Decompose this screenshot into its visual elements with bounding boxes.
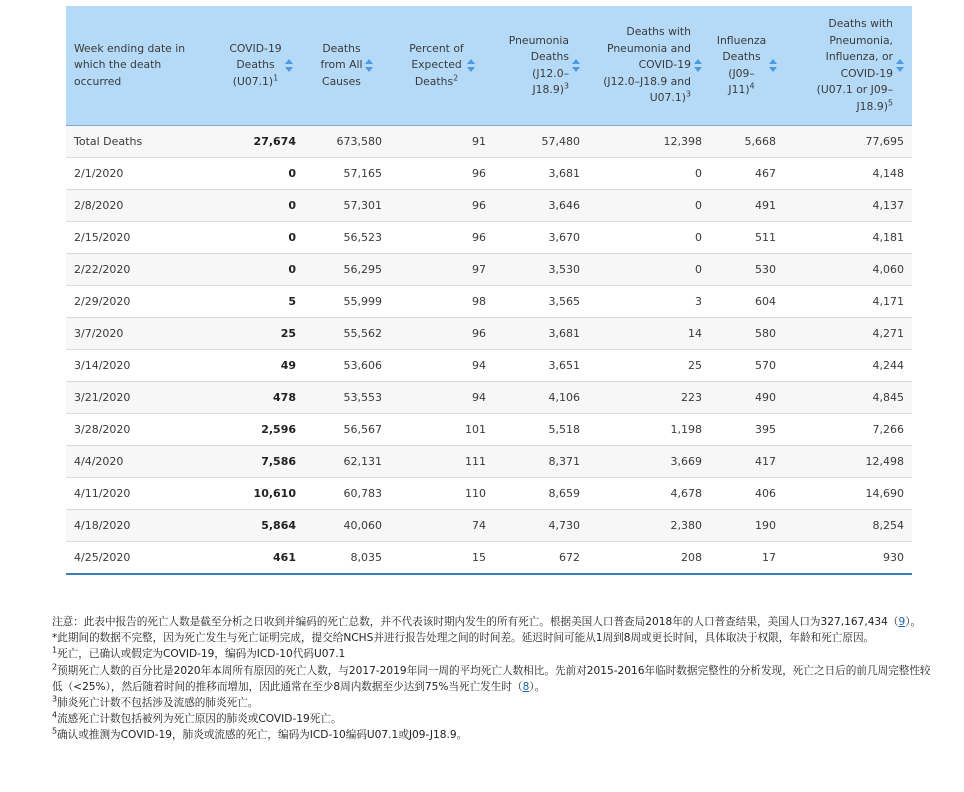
footnote-1: $^1$死亡，已确认或假定为COVID-19，编码为ICD-10代码U07.1	[52, 645, 346, 661]
cell-all-causes-deaths: 56,295	[304, 254, 390, 286]
cell-week-ending: 4/4/2020	[66, 446, 218, 478]
cell-pneumonia-influenza-or-covid19: 4,148	[784, 158, 912, 190]
cell-pneumonia-deaths: 8,659	[494, 478, 588, 510]
cell-percent-expected: 96	[390, 158, 494, 190]
cell-week-ending: 3/14/2020	[66, 350, 218, 382]
cell-pneumonia-deaths: 5,518	[494, 414, 588, 446]
cell-pneumonia-influenza-or-covid19: 8,254	[784, 510, 912, 542]
table-row	[66, 478, 912, 510]
column-header-pneumonia-and-covid19[interactable]	[588, 6, 710, 126]
cell-percent-expected: 111	[390, 446, 494, 478]
cell-pneumonia-influenza-or-covid19: 4,181	[784, 222, 912, 254]
table-row	[66, 350, 912, 382]
cell-covid19-deaths: 5	[218, 286, 304, 318]
sort-icon[interactable]	[572, 59, 580, 72]
table-row	[66, 318, 912, 350]
table-row	[66, 446, 912, 478]
footnote-5: $^5$确认或推测为COVID-19，肺炎或流感的死亡，编码为ICD-10编码U07.1或J09-J18.9。	[52, 726, 468, 742]
cell-influenza-deaths: 511	[710, 222, 784, 254]
table-row	[66, 286, 912, 318]
cell-all-causes-deaths: 57,165	[304, 158, 390, 190]
cell-influenza-deaths: 570	[710, 350, 784, 382]
cell-pneumonia-and-covid19: 2,380	[588, 510, 710, 542]
cell-covid19-deaths: 10,610	[218, 478, 304, 510]
cell-percent-expected: 96	[390, 318, 494, 350]
cell-covid19-deaths: 0	[218, 222, 304, 254]
cell-covid19-deaths: 0	[218, 158, 304, 190]
footnotes	[52, 614, 932, 744]
table-row	[66, 158, 912, 190]
footnote-4: $^4$流感死亡计数包括被列为死亡原因的肺炎或COVID-19死亡。	[52, 710, 342, 726]
note-star: *此期间的数据不完整，因为死亡发生与死亡证明完成，提交给NCHS并进行报告处理之间的时间差。延迟时间可能从1周到8周或更长时间，具体取决于权限，年龄和死亡原因。	[52, 632, 875, 645]
sort-icon[interactable]	[467, 59, 475, 72]
cell-influenza-deaths: 467	[710, 158, 784, 190]
cell-covid19-deaths: 49	[218, 350, 304, 382]
column-header-influenza-deaths[interactable]	[710, 6, 784, 126]
cell-all-causes-deaths: 60,783	[304, 478, 390, 510]
table-row-total	[66, 126, 912, 158]
cell-week-ending: 2/15/2020	[66, 222, 218, 254]
cell-pneumonia-influenza-or-covid19: 4,244	[784, 350, 912, 382]
covid-deaths-table	[66, 6, 912, 575]
cell-week-ending: 4/25/2020	[66, 542, 218, 575]
cell-pneumonia-influenza-or-covid19: 4,171	[784, 286, 912, 318]
note-main: 注意：此表中报告的死亡人数是截至分析之日收到并编码的死亡总数，并不代表该时期内发生的所有死亡。根据美国人口普查局2018年的人口普查结果，美国人口为327,167,434（9）。	[52, 616, 922, 628]
column-header-label: Pneumonia Deaths (J12.0– J18.9)$^3$	[508, 33, 569, 96]
cell-percent-expected: 96	[390, 190, 494, 222]
cell-all-causes-deaths: 673,580	[304, 126, 390, 158]
cell-pneumonia-influenza-or-covid19: 77,695	[784, 126, 912, 158]
table-body	[66, 126, 912, 575]
table-row	[66, 222, 912, 254]
sort-icon[interactable]	[896, 59, 904, 72]
column-header-label: COVID-19 Deaths $(U07.1)^1$	[229, 41, 282, 88]
cell-pneumonia-deaths: 672	[494, 542, 588, 575]
cell-pneumonia-deaths: 3,646	[494, 190, 588, 222]
cell-week-ending: 2/22/2020	[66, 254, 218, 286]
cell-pneumonia-influenza-or-covid19: 7,266	[784, 414, 912, 446]
cell-percent-expected: 101	[390, 414, 494, 446]
cell-influenza-deaths: 17	[710, 542, 784, 575]
cell-pneumonia-influenza-or-covid19: 12,498	[784, 446, 912, 478]
table-row	[66, 414, 912, 446]
cell-pneumonia-and-covid19: 208	[588, 542, 710, 575]
cell-percent-expected: 15	[390, 542, 494, 575]
cell-influenza-deaths: 604	[710, 286, 784, 318]
column-header-percent-expected[interactable]	[390, 6, 494, 126]
sort-icon[interactable]	[365, 59, 373, 72]
cell-pneumonia-deaths: 3,565	[494, 286, 588, 318]
cell-all-causes-deaths: 56,567	[304, 414, 390, 446]
cell-pneumonia-and-covid19: 223	[588, 382, 710, 414]
footnote-3: $^3$肺炎死亡计数不包括涉及流感的肺炎死亡。	[52, 694, 259, 710]
cell-week-ending: 3/28/2020	[66, 414, 218, 446]
cell-week-ending: 2/1/2020	[66, 158, 218, 190]
cell-influenza-deaths: 190	[710, 510, 784, 542]
cell-covid19-deaths: 7,586	[218, 446, 304, 478]
sort-icon[interactable]	[769, 59, 777, 72]
cell-week-ending: 4/18/2020	[66, 510, 218, 542]
cell-influenza-deaths: 5,668	[710, 126, 784, 158]
cell-covid19-deaths: 478	[218, 382, 304, 414]
column-header-label: Deaths from All Causes	[320, 41, 363, 88]
cell-influenza-deaths: 491	[710, 190, 784, 222]
cell-pneumonia-and-covid19: 0	[588, 158, 710, 190]
cell-pneumonia-and-covid19: 0	[588, 222, 710, 254]
column-header-label: Week ending date in which the death occurred	[74, 41, 186, 88]
cell-influenza-deaths: 580	[710, 318, 784, 350]
table-row	[66, 254, 912, 286]
column-header-label: Deaths with Pneumonia, Influenza, or COVID-19 (U07.1 or J09– J18.9)$^5$	[816, 17, 893, 113]
cell-covid19-deaths: 27,674	[218, 126, 304, 158]
column-header-covid19-deaths[interactable]	[218, 6, 304, 126]
cell-percent-expected: 110	[390, 478, 494, 510]
cell-pneumonia-influenza-or-covid19: 4,137	[784, 190, 912, 222]
cell-pneumonia-and-covid19: 4,678	[588, 478, 710, 510]
cell-pneumonia-deaths: 4,730	[494, 510, 588, 542]
cell-all-causes-deaths: 57,301	[304, 190, 390, 222]
cell-all-causes-deaths: 53,553	[304, 382, 390, 414]
cell-pneumonia-and-covid19: 3	[588, 286, 710, 318]
reference-link-8[interactable]: 8	[522, 680, 530, 693]
cell-pneumonia-deaths: 3,670	[494, 222, 588, 254]
cell-pneumonia-deaths: 3,681	[494, 158, 588, 190]
cell-week-ending: 4/11/2020	[66, 478, 218, 510]
column-header-pneumonia-deaths[interactable]	[494, 6, 588, 126]
cell-pneumonia-and-covid19: 12,398	[588, 126, 710, 158]
cell-week-ending: 2/29/2020	[66, 286, 218, 318]
column-header-week-ending	[66, 6, 218, 126]
column-header-label: Influenza Deaths (J09– J11)$^4$	[716, 33, 767, 96]
cell-covid19-deaths: 25	[218, 318, 304, 350]
covid-deaths-table-container	[66, 6, 912, 575]
column-header-pneumonia-influenza-or-covid19[interactable]	[784, 6, 912, 126]
column-header-all-causes-deaths[interactable]	[304, 6, 390, 126]
cell-week-ending: 3/21/2020	[66, 382, 218, 414]
cell-week-ending: 3/7/2020	[66, 318, 218, 350]
cell-percent-expected: 74	[390, 510, 494, 542]
cell-pneumonia-and-covid19: 0	[588, 254, 710, 286]
table-header-row	[66, 6, 912, 126]
cell-percent-expected: 94	[390, 382, 494, 414]
cell-all-causes-deaths: 62,131	[304, 446, 390, 478]
cell-pneumonia-influenza-or-covid19: 4,060	[784, 254, 912, 286]
cell-pneumonia-and-covid19: 1,198	[588, 414, 710, 446]
cell-percent-expected: 94	[390, 350, 494, 382]
cell-week-ending: 2/8/2020	[66, 190, 218, 222]
cell-covid19-deaths: 461	[218, 542, 304, 575]
cell-influenza-deaths: 490	[710, 382, 784, 414]
cell-pneumonia-deaths: 8,371	[494, 446, 588, 478]
cell-week-ending: Total Deaths	[66, 126, 218, 158]
reference-link-9[interactable]: 9	[898, 616, 906, 628]
cell-pneumonia-deaths: 3,530	[494, 254, 588, 286]
cell-pneumonia-and-covid19: 3,669	[588, 446, 710, 478]
column-header-label: Deaths with Pneumonia and COVID-19 (J12.0–J18.9 and U07.1)$^3$	[603, 25, 691, 105]
cell-all-causes-deaths: 55,999	[304, 286, 390, 318]
cell-pneumonia-influenza-or-covid19: 4,271	[784, 318, 912, 350]
cell-covid19-deaths: 0	[218, 254, 304, 286]
table-row	[66, 190, 912, 222]
sort-icon[interactable]	[285, 59, 293, 72]
table-row	[66, 510, 912, 542]
cell-influenza-deaths: 406	[710, 478, 784, 510]
cell-pneumonia-influenza-or-covid19: 4,845	[784, 382, 912, 414]
cell-all-causes-deaths: 8,035	[304, 542, 390, 575]
cell-pneumonia-influenza-or-covid19: 14,690	[784, 478, 912, 510]
cell-all-causes-deaths: 55,562	[304, 318, 390, 350]
cell-percent-expected: 98	[390, 286, 494, 318]
cell-pneumonia-and-covid19: 14	[588, 318, 710, 350]
cell-covid19-deaths: 0	[218, 190, 304, 222]
cell-pneumonia-influenza-or-covid19: 930	[784, 542, 912, 575]
cell-influenza-deaths: 395	[710, 414, 784, 446]
cell-pneumonia-deaths: 4,106	[494, 382, 588, 414]
cell-all-causes-deaths: 53,606	[304, 350, 390, 382]
sort-icon[interactable]	[694, 59, 702, 72]
cell-covid19-deaths: 2,596	[218, 414, 304, 446]
cell-pneumonia-deaths: 3,651	[494, 350, 588, 382]
cell-percent-expected: 91	[390, 126, 494, 158]
column-header-label: Percent of Expected Deaths$^2$	[409, 41, 464, 88]
cell-pneumonia-and-covid19: 0	[588, 190, 710, 222]
table-row	[66, 382, 912, 414]
cell-influenza-deaths: 417	[710, 446, 784, 478]
cell-all-causes-deaths: 56,523	[304, 222, 390, 254]
footnote-2: $^2$预期死亡人数的百分比是2020年本周所有原因的死亡人数，与2017-2019年同一周的平均死亡人数相比。先前对2015-2016年临时数据完整性的分析发现，死亡之日后的前几周完整性较低（<25%），然后随着时间的推移而增加，因此通常在至少8周内数据至少达到75%当死亡发生时（8）。	[52, 662, 931, 693]
cell-pneumonia-deaths: 3,681	[494, 318, 588, 350]
cell-percent-expected: 96	[390, 222, 494, 254]
cell-pneumonia-deaths: 57,480	[494, 126, 588, 158]
table-row	[66, 542, 912, 575]
cell-all-causes-deaths: 40,060	[304, 510, 390, 542]
cell-percent-expected: 97	[390, 254, 494, 286]
cell-influenza-deaths: 530	[710, 254, 784, 286]
cell-pneumonia-and-covid19: 25	[588, 350, 710, 382]
cell-covid19-deaths: 5,864	[218, 510, 304, 542]
